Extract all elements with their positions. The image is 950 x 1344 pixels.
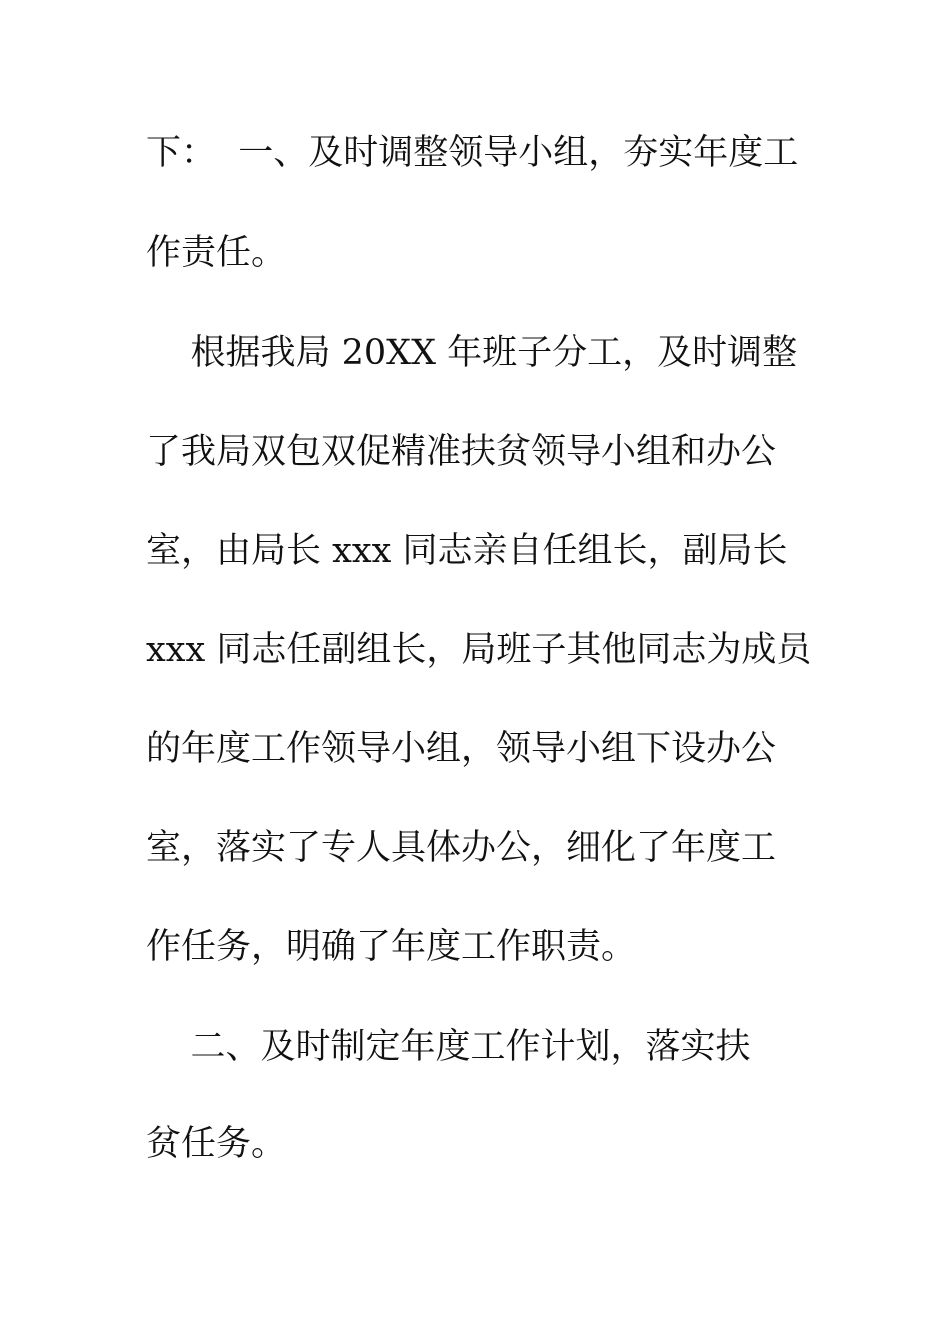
paragraph-1-line-6: 室，落实了专人具体办公，细化了年度工 <box>146 828 777 868</box>
text-line-1: 下： 一、及时调整领导小组，夯实年度工 <box>146 133 799 173</box>
paragraph-1-line-7: 作任务，明确了年度工作职责。 <box>146 927 637 967</box>
paragraph-1-line-1: 根据我局 20XX 年班子分工，及时调整 <box>146 333 798 373</box>
section-heading-2-line-2: 贫任务。 <box>146 1124 287 1164</box>
paragraph-1-line-5: 的年度工作领导小组，领导小组下设办公 <box>146 729 777 769</box>
section-heading-2-line-1: 二、及时制定年度工作计划，落实扶 <box>146 1027 751 1067</box>
text-line-2: 作责任。 <box>146 233 287 273</box>
paragraph-1-line-2: 了我局双包双促精准扶贫领导小组和办公 <box>146 432 777 472</box>
paragraph-1-line-4: xxx 同志任副组长，局班子其他同志为成员 <box>146 630 812 670</box>
paragraph-1-line-3: 室，由局长 xxx 同志亲自任组长，副局长 <box>146 531 788 571</box>
